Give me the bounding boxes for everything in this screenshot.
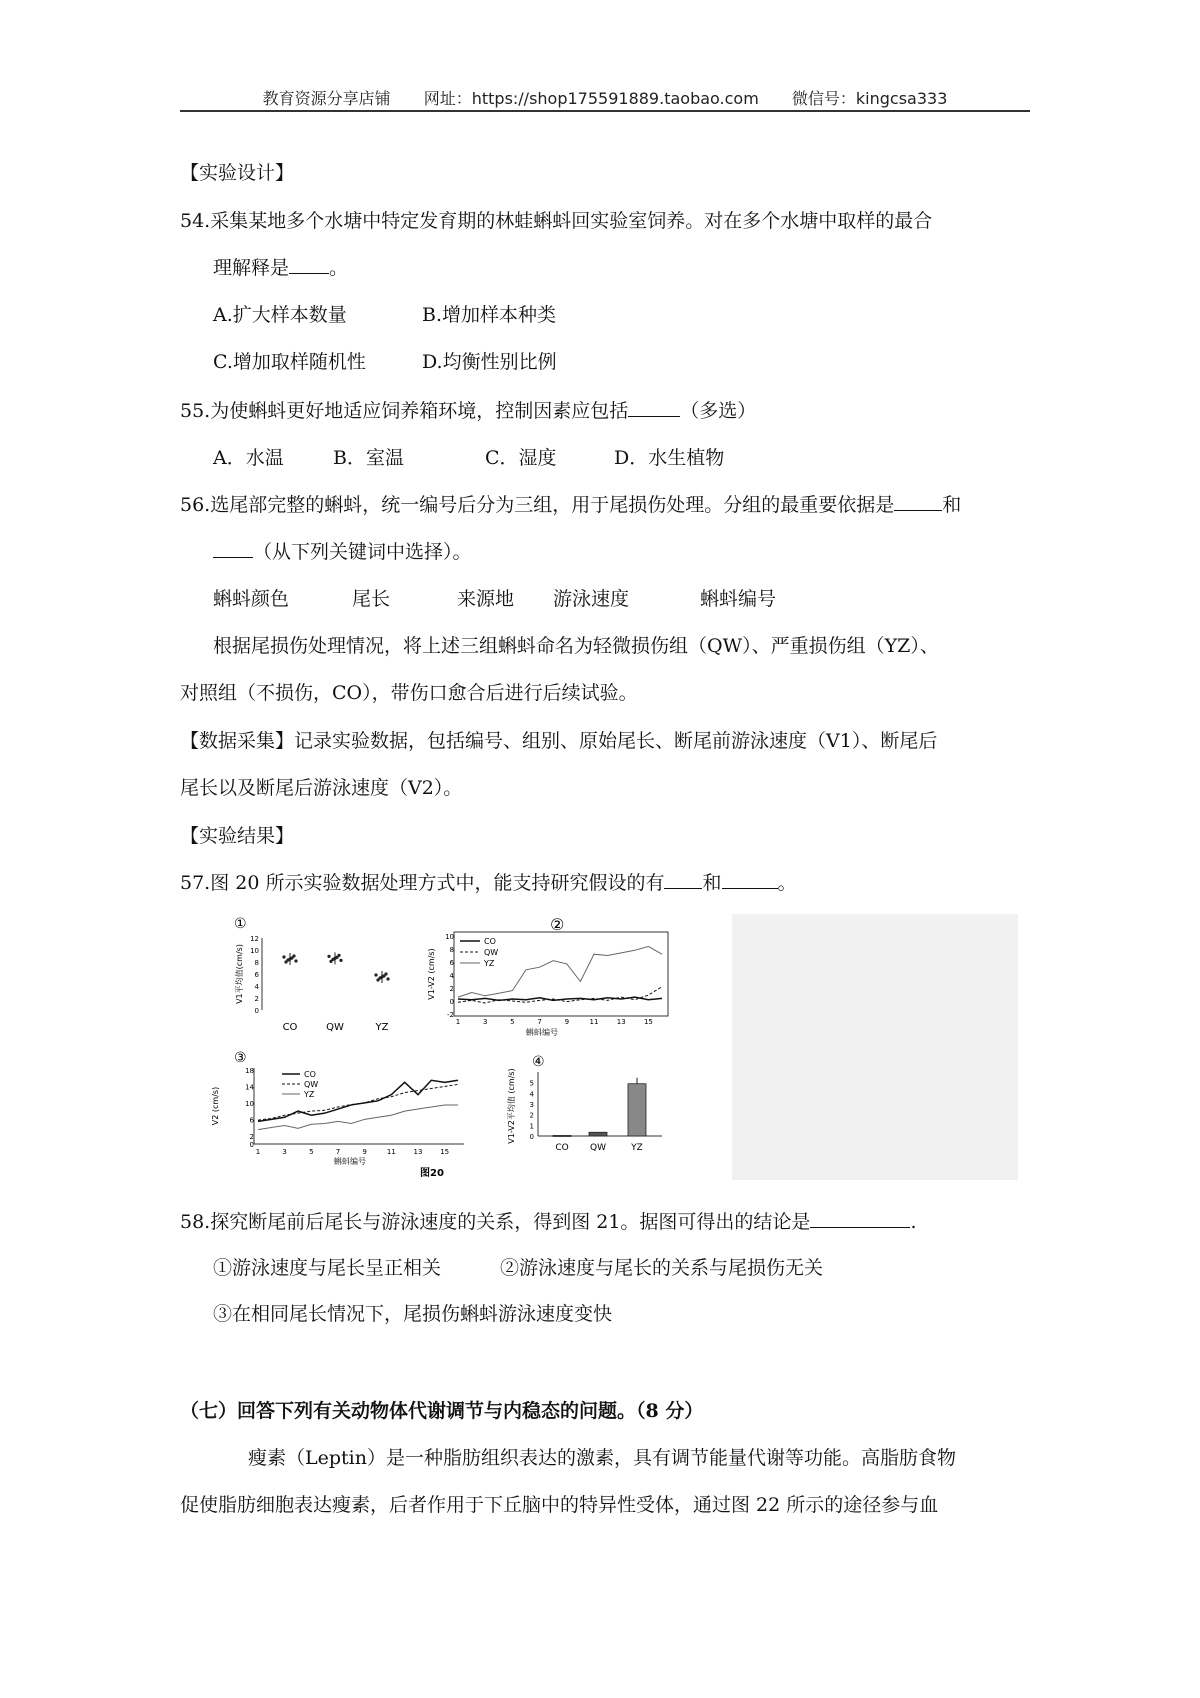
q54-line1: 54.采集某地多个水塘中特定发育期的林蛙蝌蚪回实验室饲养。对在多个水塘中取样的最合 [180, 210, 933, 232]
panel1-point [376, 978, 379, 981]
q57-line [180, 868, 797, 895]
fig20-panel1 [234, 916, 390, 1033]
panel2-xtick-label: 3 [482, 1018, 488, 1026]
q56-keyword-5: 蝌蚪编号 [700, 588, 777, 610]
q57-end: 。 [777, 872, 797, 894]
panel1-xlabel-qw: QW [326, 1022, 344, 1033]
panel1-ytick-label: 12 [250, 935, 259, 943]
panel2-xtick-label: 1 [455, 1018, 461, 1026]
data-collection-line1 [180, 726, 937, 753]
q57-text: 57.图 20 所示实验数据处理方式中，能支持研究假设的有 [180, 872, 665, 894]
panel1-point [294, 959, 297, 962]
panel1-ytick-label: 8 [254, 959, 259, 967]
q56-note: （从下列关键词中选择）。 [253, 541, 472, 563]
panel3-series-co [258, 1080, 458, 1121]
panel4-xlabel-yz: YZ [631, 1143, 643, 1153]
panel4-bar-co [553, 1135, 571, 1136]
panel3-xticks [256, 1148, 449, 1156]
panel1-point [374, 973, 377, 976]
q55-opt-b: B．室温 [333, 447, 404, 469]
panel1-point [292, 954, 295, 957]
panel2-ytick-label: 2 [449, 985, 454, 993]
q56-keyword-1: 蝌蚪颜色 [213, 588, 290, 610]
panel3-ytick-label: 18 [245, 1067, 254, 1075]
panel3-xlabel: 蝌蚪编号 [334, 1157, 366, 1166]
data-collection-line2: 尾长以及断尾后游泳速度（V2）。 [180, 777, 463, 799]
panel4-ytick-label: 3 [529, 1101, 534, 1109]
panel3-ytick-label: 6 [249, 1116, 254, 1125]
panel4-ytick-label: 2 [529, 1111, 534, 1120]
panel4-ylabel: V1-V2平均值 (cm/s) [507, 1068, 516, 1144]
panel2-ytick-label: 0 [449, 998, 454, 1006]
panel1-point [284, 960, 287, 963]
panel2-ytick-label: -2 [447, 1011, 454, 1019]
q56-para1: 根据尾损伤处理情况，将上述三组蝌蚪命名为轻微损伤组（QW）、严重损伤组（YZ）、 [213, 635, 939, 657]
panel1-point [327, 955, 330, 958]
q55-opt-c: C．湿度 [485, 447, 557, 469]
panel2-legend-yz: YZ [484, 959, 495, 968]
panel2-legend-qw: QW [484, 948, 499, 957]
q55-opt-a: A．水温 [213, 447, 284, 469]
panel3-yticks [245, 1067, 254, 1149]
header-divider [180, 110, 1030, 112]
panel2-marker: ② [550, 915, 565, 934]
panel2-xtick-label: 11 [589, 1018, 599, 1026]
panel1-ytick-label: 0 [254, 1007, 259, 1015]
panel1-ytick-label: 2 [254, 995, 259, 1003]
q56-keyword-4: 游泳速度 [553, 588, 630, 610]
page-header [180, 86, 1030, 109]
panel2-ytick-label: 10 [445, 933, 454, 941]
q58-end: . [910, 1211, 917, 1233]
panel1-point [386, 977, 389, 980]
q56-keyword-2: 尾长 [352, 588, 391, 610]
q57-and: 和 [702, 872, 722, 894]
q58-text: 58.探究断尾前后尾长与游泳速度的关系，得到图 21。据图可得出的结论是 [180, 1211, 811, 1233]
panel4-xlabel-qw: QW [590, 1143, 606, 1153]
panel2-xtick-label: 5 [510, 1018, 515, 1026]
q58-line [180, 1207, 916, 1234]
panel3-ytick-label: 14 [245, 1083, 254, 1092]
panel4-ytick-label: 1 [529, 1122, 534, 1131]
panel3-xtick-label: 13 [413, 1148, 423, 1156]
panel4-ytick-label: 0 [529, 1133, 534, 1141]
panel1-xlabel-co: CO [282, 1022, 298, 1033]
panel1-ytick-label: 6 [254, 971, 259, 979]
panel2-xtick-label: 7 [537, 1018, 542, 1026]
panel1-point [329, 960, 332, 963]
answer-blank[interactable] [722, 870, 778, 889]
q54-text: 理解释是 [213, 257, 290, 279]
panel2-xtick-label: 15 [643, 1018, 653, 1026]
q55-text: 55.为使蝌蚪更好地适应饲养箱环境，控制因素应包括 [180, 400, 629, 422]
q56-line1 [180, 490, 961, 517]
panel4-bars [553, 1078, 646, 1137]
figure-panel [211, 914, 1018, 1180]
panel3-ylabel: V2 (cm/s) [211, 1086, 220, 1126]
q58-opt2: ②游泳速度与尾长的关系与尾损伤无关 [500, 1257, 824, 1279]
panel3-marker: ③ [234, 1050, 247, 1066]
panel2-ylabel: V1-V2 (cm/s) [427, 948, 436, 1000]
panel1-point [384, 972, 387, 975]
wechat-id: 微信号：kingcsa333 [791, 89, 948, 108]
panel1-point [339, 959, 342, 962]
panel2-yticks [445, 933, 454, 1019]
panel1-ytick-label: 4 [254, 983, 259, 991]
part7-para2: 促使脂肪细胞表达瘦素，后者作用于下丘脑中的特异性受体，通过图 22 所示的途径参与血 [180, 1494, 939, 1516]
q56-line2 [213, 537, 472, 564]
panel2-ytick-label: 4 [449, 972, 454, 980]
panel4-bar-yz [628, 1084, 646, 1136]
shop-url[interactable]: 网址：https://shop175591889.taobao.com [423, 89, 759, 108]
q55-note: （多选） [680, 400, 757, 422]
section-data-collection: 【数据采集】 [180, 730, 295, 752]
panel1-ylabel: V1平均值(cm/s) [235, 944, 244, 1004]
panel4-ytick-label: 4 [529, 1090, 534, 1099]
part7-title: （七）回答下列有关动物体代谢调节与内稳态的问题。（8 分） [180, 1400, 704, 1422]
panel3-xtick-label: 7 [335, 1148, 341, 1156]
panel4-ytick-label: 5 [529, 1079, 534, 1088]
fig20-panel3 [211, 1050, 464, 1179]
q54-opt-c: C.增加取样随机性 [213, 351, 366, 373]
q54-opt-d: D.均衡性别比例 [422, 351, 557, 373]
panel2-ytick-label: 8 [449, 946, 454, 954]
panel3-xtick-label: 1 [255, 1148, 261, 1156]
panel1-ytick-label: 10 [250, 947, 259, 955]
panel2-legend-co: CO [484, 937, 496, 946]
panel3-xtick-label: 5 [309, 1148, 314, 1156]
q58-opt1: ①游泳速度与尾长呈正相关 [213, 1257, 442, 1279]
fig20-panel2 [427, 915, 668, 1037]
fig20-panel4 [506, 1054, 662, 1153]
panel3-lines [258, 1080, 458, 1129]
panel3-ytick-label: 2 [249, 1132, 254, 1141]
panel4-bar-qw [589, 1132, 607, 1136]
panel2-legend [460, 937, 498, 968]
q56-para2: 对照组（不损伤，CO），带伤口愈合后进行后续试验。 [180, 682, 638, 704]
q54-line2 [213, 253, 348, 280]
answer-blank[interactable] [289, 255, 329, 274]
panel3-xtick-label: 15 [440, 1148, 450, 1156]
panel2-xtick-label: 13 [616, 1018, 626, 1026]
panel1-marks [282, 952, 389, 983]
section-design: 【实验设计】 [180, 162, 295, 184]
panel3-series-yz [258, 1105, 458, 1130]
section-results: 【实验结果】 [180, 825, 295, 847]
panel1-point [282, 955, 285, 958]
panel4-yticks [530, 1080, 535, 1141]
panel3-series-qw [258, 1084, 458, 1120]
answer-blank[interactable] [213, 539, 253, 558]
answer-blank[interactable] [664, 870, 702, 889]
q58-opt3: ③在相同尾长情况下，尾损伤蝌蚪游泳速度变快 [213, 1303, 613, 1325]
panel2-xtick-label: 9 [564, 1018, 570, 1026]
panel3-legend-co: CO [304, 1070, 316, 1079]
figure21-background [732, 914, 1018, 1180]
panel3-xtick-label: 3 [282, 1148, 287, 1156]
panel1-marker: ① [234, 916, 247, 932]
answer-blank[interactable] [810, 1209, 910, 1228]
fig20-caption: 图20 [420, 1168, 444, 1179]
shop-name: 教育资源分享店铺 [262, 89, 391, 108]
panel3-xtick-label: 9 [362, 1148, 367, 1156]
part7-para1: 瘦素（Leptin）是一种脂肪组织表达的激素，具有调节能量代谢等功能。高脂肪食物 [248, 1447, 956, 1469]
panel3-legend-qw: QW [304, 1080, 319, 1089]
panel3-xtick-label: 11 [386, 1148, 396, 1156]
panel3-ytick-label: 10 [245, 1099, 254, 1108]
q55-line [180, 396, 756, 423]
panel1-point [337, 954, 340, 957]
answer-blank[interactable] [628, 398, 680, 417]
panel3-legend [282, 1070, 318, 1099]
panel3-ytick-label: 0 [249, 1141, 254, 1149]
q56-and: 和 [942, 494, 962, 516]
data-collection-text: 记录实验数据，包括编号、组别、原始尾长、断尾前游泳速度（V1）、断尾后 [294, 730, 938, 752]
q55-opt-d: D．水生植物 [614, 447, 725, 469]
q54-end: 。 [329, 257, 349, 279]
panel2-ytick-label: 6 [449, 959, 454, 967]
panel4-xlabel-co: CO [555, 1143, 569, 1153]
panel1-yticks [250, 935, 259, 1015]
panel4-marker: ④ [532, 1054, 545, 1070]
panel2-xlabel: 蝌蚪编号 [526, 1028, 558, 1037]
q56-keyword-3: 来源地 [457, 588, 515, 610]
panel1-xlabel-yz: YZ [375, 1022, 389, 1033]
panel2-xticks [456, 1018, 653, 1026]
q54-opt-a: A.扩大样本数量 [213, 304, 347, 326]
panel3-legend-yz: YZ [304, 1090, 315, 1099]
q54-opt-b: B.增加样本种类 [422, 304, 557, 326]
q56-text: 56.选尾部完整的蝌蚪，统一编号后分为三组，用于尾损伤处理。分组的最重要依据是 [180, 494, 895, 516]
answer-blank[interactable] [894, 492, 942, 511]
